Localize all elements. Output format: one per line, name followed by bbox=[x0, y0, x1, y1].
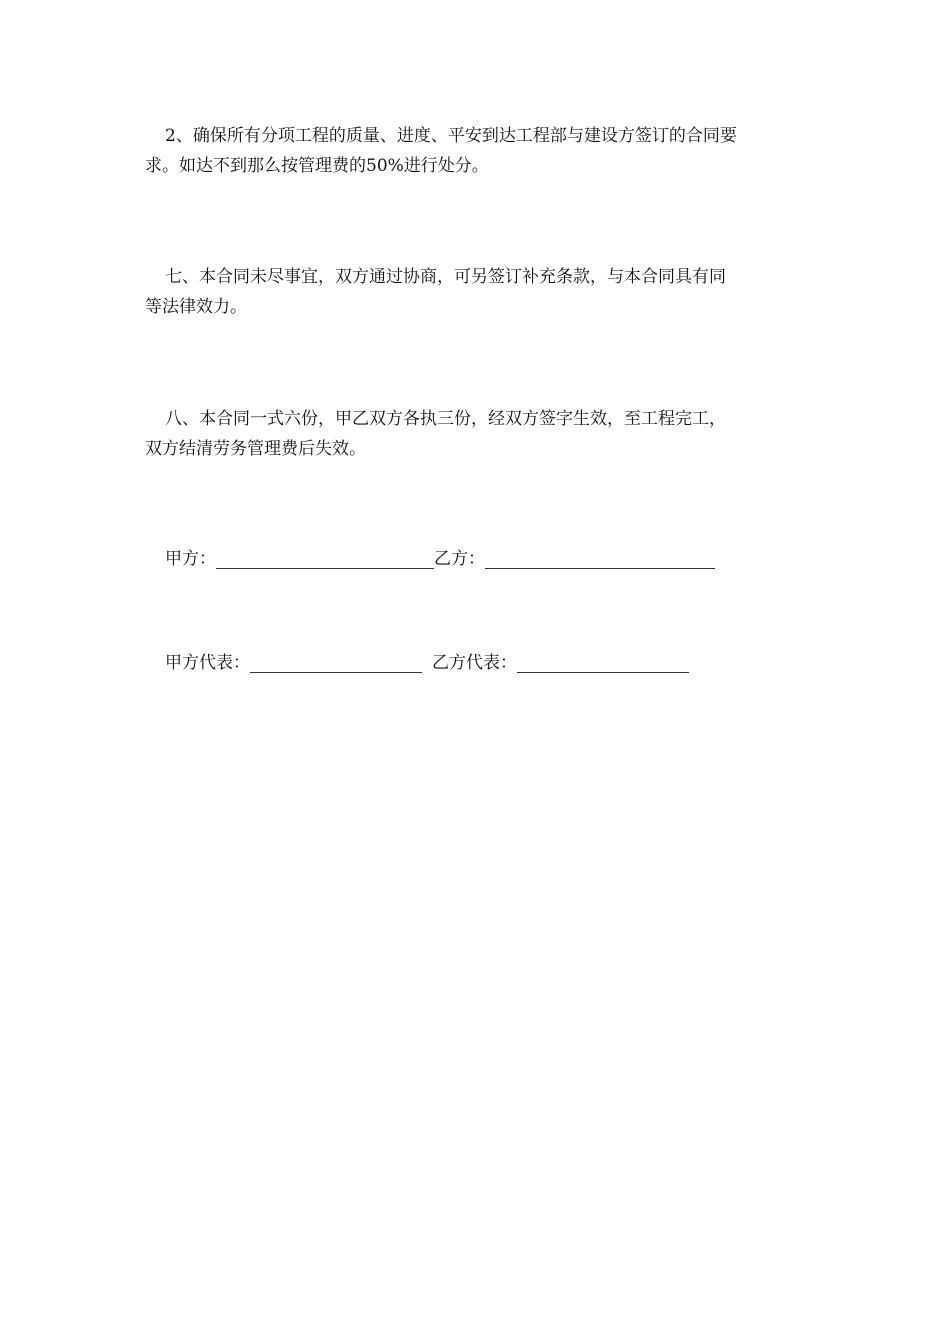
party-a-signature-field[interactable] bbox=[216, 550, 434, 569]
clause-paragraph-eight bbox=[145, 404, 815, 464]
clause-paragraph-seven bbox=[145, 262, 815, 322]
clause-line: 八、本合同一式六份，甲乙双方各执三份，经双方签字生效，至工程完工， bbox=[165, 409, 726, 429]
clause-paragraph-quality bbox=[145, 121, 815, 181]
clause-line: 2、确保所有分项工程的质量、进度、平安到达工程部与建设方签订的合同要 bbox=[165, 126, 737, 146]
party-b-rep-label: 乙方代表： bbox=[432, 653, 517, 673]
party-b-rep-signature-field[interactable] bbox=[517, 654, 689, 673]
party-a-rep-label: 甲方代表： bbox=[165, 653, 250, 673]
clause-line: 双方结清劳务管理费后失效。 bbox=[145, 439, 366, 459]
clause-line: 七、本合同未尽事宜，双方通过协商，可另签订补充条款，与本合同具有同 bbox=[165, 267, 726, 287]
party-b-label: 乙方： bbox=[434, 549, 485, 569]
clause-line: 求。如达不到那么按管理费的50%进行处分。 bbox=[145, 156, 489, 176]
representative-signature-row bbox=[165, 651, 689, 675]
party-b-signature-field[interactable] bbox=[485, 550, 715, 569]
party-a-label: 甲方： bbox=[165, 549, 216, 569]
party-a-rep-signature-field[interactable] bbox=[250, 654, 422, 673]
clause-line: 等法律效力。 bbox=[145, 297, 247, 317]
party-signature-row bbox=[165, 547, 715, 571]
